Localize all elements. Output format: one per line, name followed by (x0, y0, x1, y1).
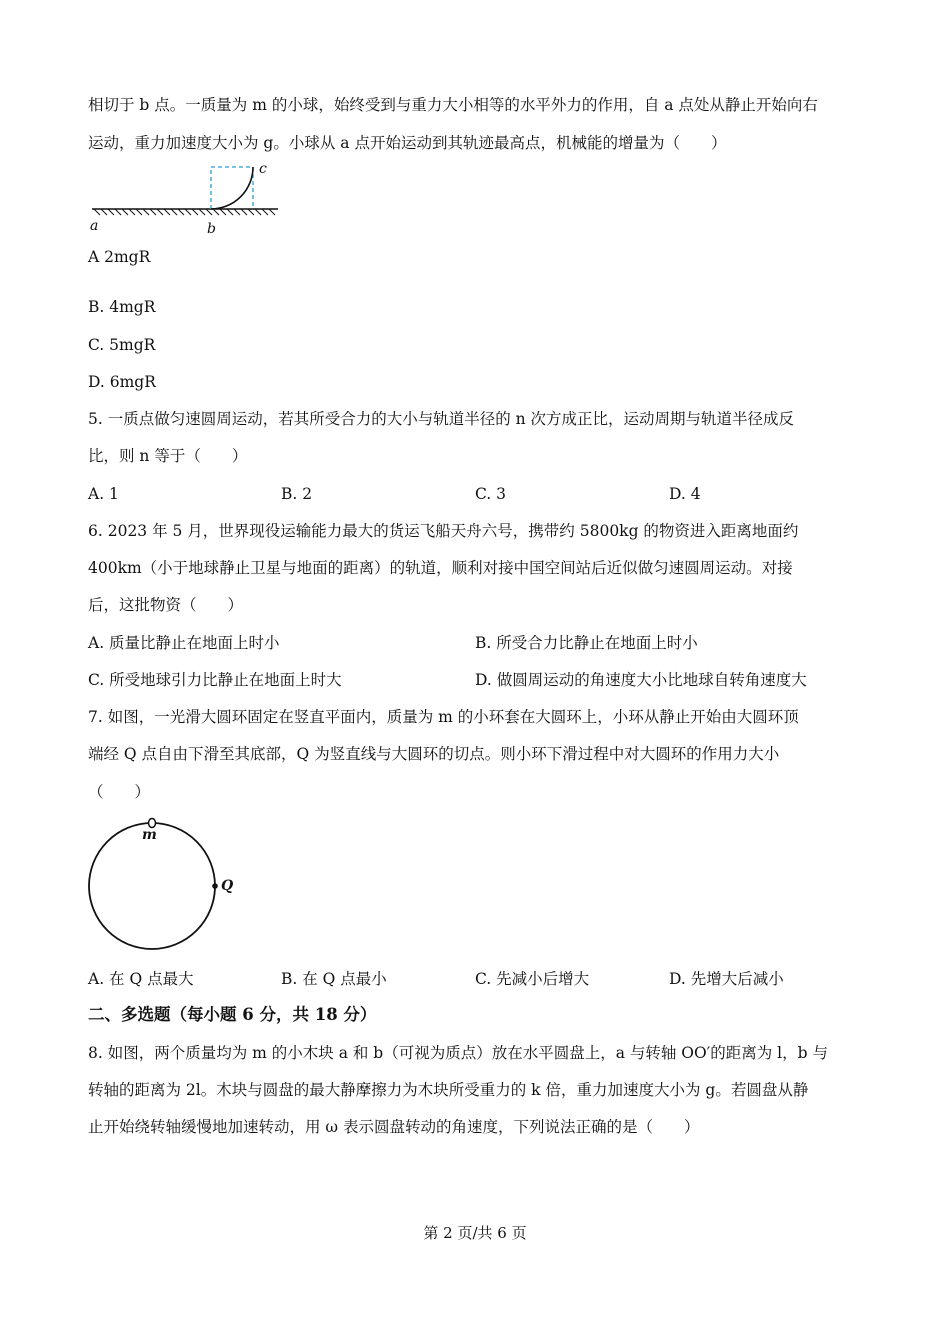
q7-option-b: B. 在 Q 点最小 (281, 970, 387, 988)
q4-stem-line1: 相切于 b 点。一质量为 m 的小球，始终受到与重力大小相等的水平外力的作用，自 a 点处从静止开始向右 (88, 96, 818, 114)
q7-stem-line3: （ ） (88, 783, 151, 801)
q4-option-d: D. 6mgR (88, 373, 156, 391)
q5-option-b: B. 2 (281, 485, 313, 503)
q7-option-c: C. 先减小后增大 (475, 970, 590, 988)
q8-stem-line3: 止开始绕转轴缓慢地加速转动，用 ω 表示圆盘转动的角速度，下列说法正确的是（ ） (88, 1118, 700, 1136)
q4-option-b: B. 4mgR (88, 298, 156, 316)
q4-stem-line2: 运动，重力加速度大小为 g。小球从 a 点开始运动到其轨迹最高点，机械能的增量为（ ） (88, 134, 727, 152)
q7-stem-line2: 端经 Q 点自由下滑至其底部，Q 为竖直线与大圆环的切点。则小环下滑过程中对大圆环的作用力大小 (88, 745, 780, 763)
quarter-arc (211, 167, 253, 209)
label-q: Q (221, 878, 234, 894)
label-m: m (142, 827, 157, 843)
label-b: b (207, 221, 216, 237)
q5-stem-line2: 比，则 n 等于（ ） (88, 447, 248, 465)
label-c: c (259, 161, 267, 177)
q4-option-c: C. 5mgR (88, 336, 156, 354)
q6-option-b: B. 所受合力比静止在地面上时小 (475, 634, 698, 652)
q6-stem-line1: 6. 2023 年 5 月，世界现役运输能力最大的货运飞船天舟六号，携带约 5800kg 的物资进入距离地面约 (88, 522, 799, 540)
q5-option-c: C. 3 (475, 485, 507, 503)
q8-stem-line2: 转轴的距离为 2l。木块与圆盘的最大静摩擦力为木块所受重力的 k 倍，重力加速度大小为 g。若圆盘从静 (88, 1081, 809, 1099)
q6-stem-line3: 后，这批物资（ ） (88, 596, 244, 614)
q6-option-a: A. 质量比静止在地面上时小 (88, 634, 280, 652)
q7-option-d: D. 先增大后减小 (669, 970, 784, 988)
q7-figure (84, 815, 244, 955)
q5-option-d: D. 4 (669, 485, 701, 503)
page-footer: 第 2 页/共 6 页 (423, 1224, 527, 1242)
q8-stem-line1: 8. 如图，两个质量均为 m 的小木块 a 和 b（可视为质点）放在水平圆盘上，a 与转轴 OO′的距离为 l，b 与 (88, 1044, 828, 1062)
label-a: a (90, 218, 99, 234)
q6-option-c: C. 所受地球引力比静止在地面上时大 (88, 671, 342, 689)
q4-option-a: A 2mgR (88, 248, 151, 266)
q6-option-d: D. 做圆周运动的角速度大小比地球自转角速度大 (475, 671, 807, 689)
section-heading: 二、多选题（每小题 6 分，共 18 分） (88, 1005, 377, 1024)
ground-hatching (94, 209, 275, 215)
q5-option-a: A. 1 (88, 485, 119, 503)
q4-figure (88, 160, 288, 240)
q5-stem-line1: 5. 一质点做匀速圆周运动，若其所受合力的大小与轨道半径的 n 次方成正比，运动周期与轨道半径成反 (88, 410, 795, 428)
q-point (212, 883, 218, 889)
q7-stem-line1: 7. 如图，一光滑大圆环固定在竖直平面内，质量为 m 的小环套在大圆环上，小环从静止开始由大圆环顶 (88, 708, 799, 726)
q7-option-a: A. 在 Q 点最大 (88, 970, 194, 988)
q6-stem-line2: 400km（小于地球静止卫星与地面的距离）的轨道，顺利对接中国空间站后近似做匀速圆周运动。对接 (88, 559, 793, 577)
